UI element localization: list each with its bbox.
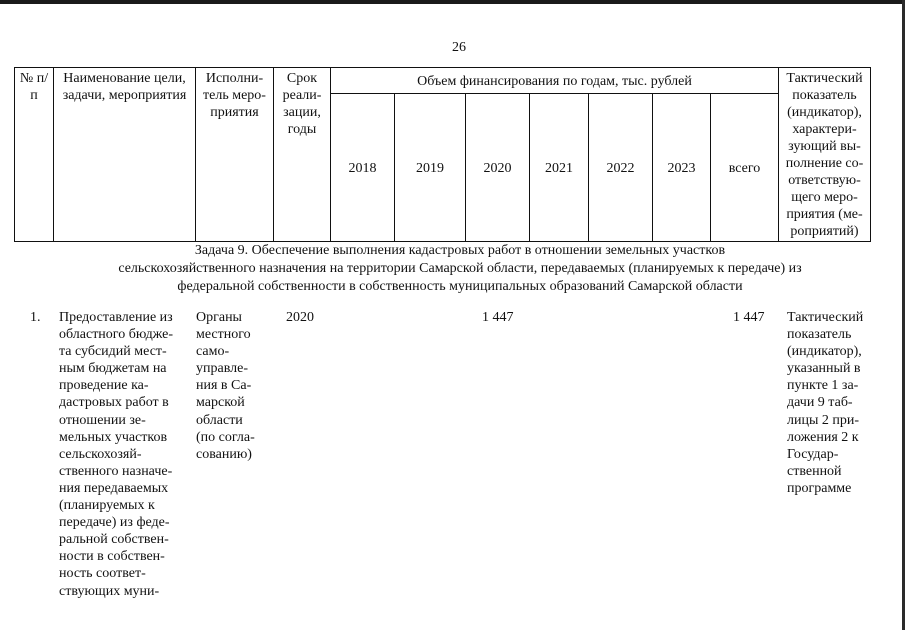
goal-line: сельскохозяй- (59, 446, 142, 462)
row-period: 2020 (286, 310, 314, 325)
header-period: Срок реали-зации, годы (274, 68, 331, 242)
header-indicator: Тактический показатель (индикатор), характери-зующий вы-полнение со-ответствую-щего меро-приятия (ме-роприятий) (779, 68, 871, 242)
page-number: 26 (452, 40, 466, 55)
row-indicator (787, 309, 887, 497)
executor-line: управле- (196, 361, 248, 377)
row-amount-total: 1 447 (733, 310, 765, 325)
goal-line: ным бюджетам на (59, 361, 167, 377)
row-amount-2020: 1 447 (482, 310, 514, 325)
goal-line: ствующих муни- (59, 583, 160, 599)
goal-line: отношении зе- (59, 412, 146, 428)
executor-line: само- (196, 344, 230, 360)
goal-line: (планируемых к (59, 498, 155, 514)
executor-line: (по согла- (196, 429, 255, 445)
task-heading-line: Задача 9. Обеспечение выполнения кадастровых работ в отношении земельных участков (194, 243, 726, 258)
header-year-2020: 2020 (466, 94, 530, 242)
row-goal (59, 309, 187, 600)
header-num: № п/п (15, 68, 54, 242)
header-name: Наименование цели, задачи, мероприятия (54, 68, 196, 242)
goal-line: ность соответ- (59, 566, 146, 582)
header-table (14, 67, 871, 242)
scan-edge-top (0, 0, 905, 4)
indicator-line: пункте 1 за- (787, 378, 859, 394)
header-total: всего (711, 94, 779, 242)
indicator-line: дачи 9 таб- (787, 395, 853, 411)
executor-line: Органы (196, 310, 242, 325)
goal-line: ральной собствен- (59, 532, 169, 548)
indicator-line: программе (787, 480, 852, 496)
goal-line: ния передаваемых (59, 480, 169, 496)
task-heading (20, 242, 900, 296)
header-year-2021: 2021 (530, 94, 589, 242)
indicator-line: Государ- (787, 446, 839, 462)
header-year-2022: 2022 (589, 94, 653, 242)
task-heading-line: сельскохозяйственного назначения на территории Самарской области, передаваемых (планируемых к передаче) из (118, 261, 802, 276)
executor-line: области (196, 412, 243, 428)
header-executor: Исполни-тель меро-приятия (196, 68, 274, 242)
header-financing: Объем финансирования по годам, тыс. рублей (331, 68, 779, 94)
goal-line: мельных участков (59, 429, 168, 445)
goal-line: ственного назначе- (59, 463, 173, 479)
indicator-line: (индикатор), (787, 344, 862, 360)
executor-line: местного (196, 327, 251, 343)
goal-line: ности в собствен- (59, 549, 165, 565)
executor-line: марской (196, 395, 245, 411)
indicator-line: указанный в (787, 361, 861, 377)
indicator-line: ложения 2 к (787, 429, 859, 445)
goal-line: Предоставление из (59, 310, 173, 325)
goal-line: проведение ка- (59, 378, 149, 394)
header-year-2018: 2018 (331, 94, 395, 242)
header-year-2019: 2019 (395, 94, 466, 242)
indicator-line: ственной (787, 463, 842, 479)
row-number: 1. (30, 310, 41, 325)
indicator-line: показатель (787, 327, 852, 343)
header-year-2023: 2023 (653, 94, 711, 242)
task-heading-line: федеральной собственности в собственность муниципальных образований Самарской области (177, 279, 743, 294)
indicator-line: Тактический (787, 310, 864, 325)
goal-line: передаче) из феде- (59, 515, 170, 531)
executor-line: сованию) (196, 446, 252, 462)
goal-line: дастровых работ в (59, 395, 169, 411)
goal-line: та субсидий мест- (59, 344, 167, 360)
indicator-line: лицы 2 при- (787, 412, 860, 428)
goal-line: областного бюдже- (59, 327, 174, 343)
executor-line: ния в Са- (196, 378, 252, 394)
row-executor (196, 309, 266, 463)
